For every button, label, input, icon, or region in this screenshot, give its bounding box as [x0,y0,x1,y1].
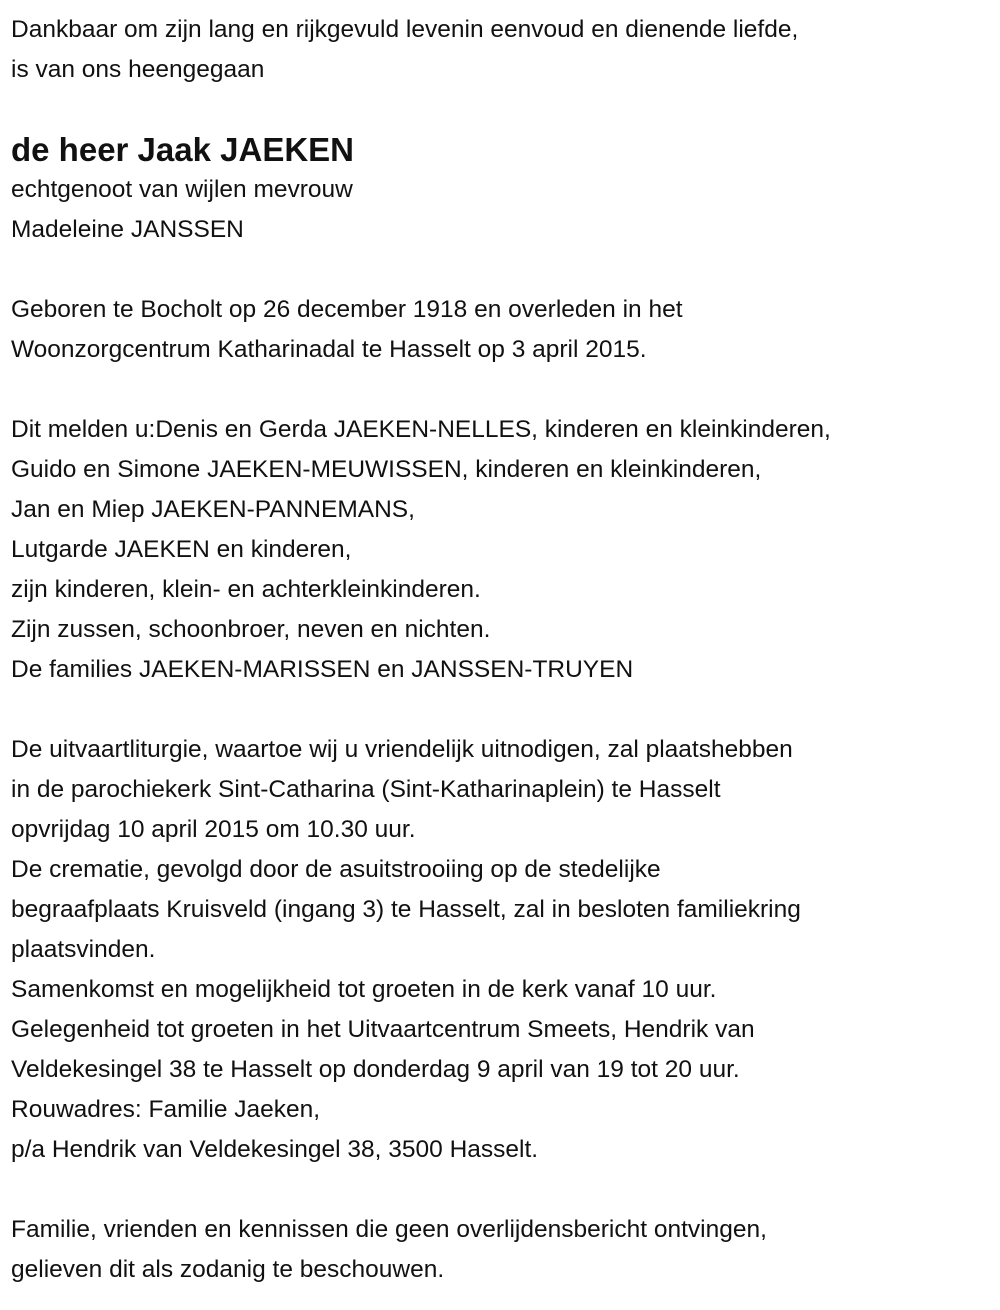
family-line: Zijn zussen, schoonbroer, neven en nichten. [11,616,491,643]
intro-line: is van ons heengegaan [11,56,265,83]
funeral-line: Rouwadres: Familie Jaeken, [11,1096,321,1123]
family-line: zijn kinderen, klein- en achterkleinkinderen. [11,576,481,603]
family-line: De families JAEKEN-MARISSEN en JANSSEN-TRUYEN [11,656,634,683]
deceased-name: de heer Jaak JAEKEN [11,131,355,168]
funeral-line: Gelegenheid tot groeten in het Uitvaartcentrum Smeets, Hendrik van [11,1016,755,1043]
funeral-line: plaatsvinden. [11,936,156,963]
funeral-line: De uitvaartliturgie, waartoe wij u vriendelijk uitnodigen, zal plaatshebben [11,736,793,763]
birth-death-line: Woonzorgcentrum Katharinadal te Hasselt op 3 april 2015. [11,336,647,363]
spouse-line: echtgenoot van wijlen mevrouw [11,176,353,203]
family-line: Guido en Simone JAEKEN-MEUWISSEN, kinderen en kleinkinderen, [11,456,762,483]
funeral-line: opvrijdag 10 april 2015 om 10.30 uur. [11,816,416,843]
funeral-line: De crematie, gevolgd door de asuitstrooiing op de stedelijke [11,856,661,883]
funeral-line: Samenkomst en mogelijkheid tot groeten in de kerk vanaf 10 uur. [11,976,717,1003]
intro-line: Dankbaar om zijn lang en rijkgevuld levenin eenvoud en dienende liefde, [11,16,799,43]
family-line: Dit melden u:Denis en Gerda JAEKEN-NELLES, kinderen en kleinkinderen, [11,416,831,443]
funeral-line: in de parochiekerk Sint-Catharina (Sint-Katharinaplein) te Hasselt [11,776,721,803]
funeral-line: begraafplaats Kruisveld (ingang 3) te Hasselt, zal in besloten familiekring [11,896,801,923]
family-line: Lutgarde JAEKEN en kinderen, [11,536,352,563]
funeral-line: Veldekesingel 38 te Hasselt op donderdag 9 april van 19 tot 20 uur. [11,1056,740,1083]
closing-line: gelieven dit als zodanig te beschouwen. [11,1256,445,1283]
closing-line: Familie, vrienden en kennissen die geen overlijdensbericht ontvingen, [11,1216,767,1243]
funeral-line: p/a Hendrik van Veldekesingel 38, 3500 Hasselt. [11,1136,539,1163]
family-line: Jan en Miep JAEKEN-PANNEMANS, [11,496,415,523]
spouse-line: Madeleine JANSSEN [11,216,244,243]
birth-death-line: Geboren te Bocholt op 26 december 1918 en overleden in het [11,296,683,323]
